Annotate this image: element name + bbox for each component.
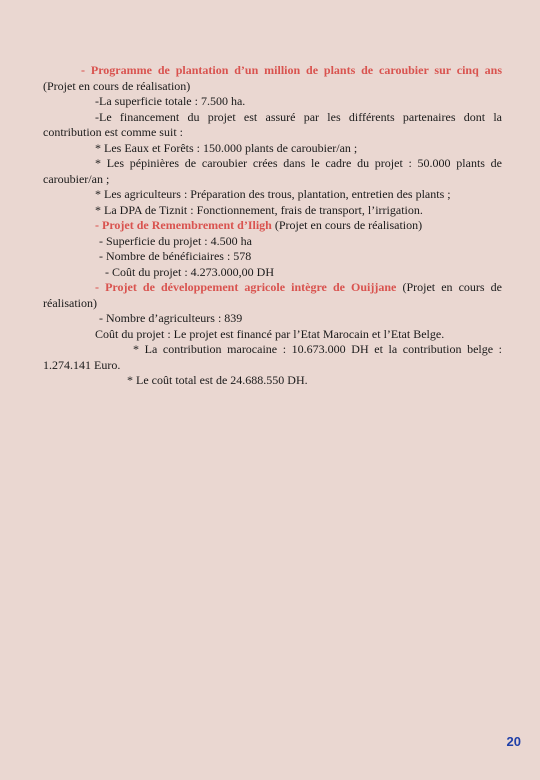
program2-beneficiaires: - Nombre de bénéficiaires : 578 [99,249,252,263]
program3-agriculteurs: - Nombre d’agriculteurs : 839 [99,311,243,325]
program2-status: (Projet en cours de réalisation) [271,218,423,232]
page-number: 20 [506,734,521,749]
program1-heading: - Programme de plantation d’un million de plants de caroubier sur cinq ans [81,63,502,77]
program3-financement: Coût du projet : Le projet est financé par l’Etat Marocain et l’Etat Belge. [95,326,445,341]
program1-status: (Projet en cours de réalisation) [43,78,191,93]
program3-contribution: * La contribution marocaine : 10.673.000 DH et la contribution belge : 1.274.141 Euro. [43,342,502,372]
program3-cout-total: * Le coût total est de 24.688.550 DH. [127,373,308,387]
program2-heading: - Projet de Remembrement d’Iligh [95,218,272,232]
program2-title-line [43,218,502,234]
program3-status: (Projet en cours de réalisation) [43,280,502,310]
program1-eaux-forets: * Les Eaux et Forêts : 150.000 plants de caroubier/an ; [95,140,358,155]
page-content [43,63,502,389]
program3-title-line [43,280,502,311]
program3-heading: - Projet de développement agricole intègre de Ouijjane [95,280,397,294]
program2-cout: - Coût du projet : 4.273.000,00 DH [105,264,274,279]
program1-financement: -Le financement du projet est assuré par les différents partenaires dont la contribution est comme suit : [43,109,502,139]
program1-pepinieres: * Les pépinières de caroubier crées dans le cadre du projet : 50.000 plants de caroubier/an ; [43,156,502,186]
program1-agriculteurs: * Les agriculteurs : Préparation des trous, plantation, entretien des plants ; [95,187,451,201]
program1-title-line [43,63,502,94]
program1-superficie: -La superficie totale : 7.500 ha. [95,94,246,108]
program2-superficie: - Superficie du projet : 4.500 ha [99,233,252,248]
program1-dpa: * La DPA de Tiznit : Fonctionnement, frais de transport, l’irrigation. [95,202,423,217]
